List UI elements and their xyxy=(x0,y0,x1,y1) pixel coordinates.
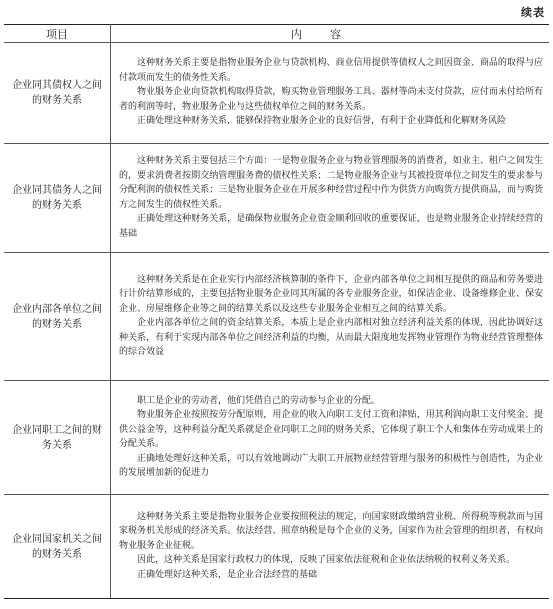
content-paragraph: 职工是企业的劳动者，他们凭借自己的劳动参与企业的分配。 xyxy=(137,395,381,406)
content-paragraph: 因此，这种关系是国家行政权力的体现，反映了国家依法征税和企业依法纳税的权利义务关系。 xyxy=(137,555,516,566)
content-paragraph: 物业服务企业按照按劳分配原则，用企业的收入向职工支付工资和津贴，用其利润向职工支付奖金、提供公益金等，这种利益分配关系就是企业同职工之间的财务关系，它体现了职工个人和集体在劳动成果上的分配关系。 xyxy=(119,410,543,449)
table-row xyxy=(4,253,549,381)
table-header-row xyxy=(4,25,549,43)
row-item-label: 企业同其债务人之间的财务关系 xyxy=(4,144,111,253)
row-content xyxy=(111,43,550,144)
row-item-label: 企业同其债权人之间的财务关系 xyxy=(4,43,111,144)
table-row xyxy=(4,43,549,144)
content-paragraph: 物业服务企业向贷款机构取得贷款，购买物业管理服务工具、器材等尚未支付贷款，应付而未付给所有者的利润等时，物业服务企业与这些债权单位之间的财务关系。 xyxy=(119,87,543,112)
table-row xyxy=(4,144,549,253)
financial-relations-table xyxy=(4,24,549,599)
continued-label: 续表 xyxy=(521,6,545,19)
table-row xyxy=(4,495,549,599)
row-content xyxy=(111,144,550,253)
content-paragraph: 正确处理这种财务关系，是确保物业服务企业资金顺利回收的重要保证，也是物业服务企业持续经营的基础 xyxy=(119,214,543,239)
content-paragraph: 这种财务关系主要包括三个方面：一是物业服务企业与物业管理服务的消费者，如业主、租户之间发生的，要求消费者按期交纳管理服务费的债权性关系；二是物业服务企业与其被投资单位之间发生的要求参与分配利润的债权性关系；三是物业服务企业在开展多种经营过程中作为供货方向购货方提供商品，而与购货方之间发生的债权性关系。 xyxy=(119,156,543,210)
content-paragraph: 这种财务关系是在企业实行内部经济核算制的条件下，企业内部各单位之间相互提供的商品和劳务要进行计价结算形成的，主要包括物业服务企业同其所属的各专业服务企业，如保洁企业、设备维修企业、保安企业、房屋维修企业等之间的结算关系以及这些专业服务企业相互之间的结算关系。 xyxy=(119,274,543,314)
row-item-label: 企业同职工之间的财务关系 xyxy=(4,381,111,495)
content-paragraph: 企业内部各单位之间的资金结算关系，本质上是企业内部相对独立经济利益关系的体现，因此协调好这种关系，有利于实现内部各单位之间经济利益的均衡，从而最大限度地发挥物业管理作为物业经营管理整体的综合效益 xyxy=(119,318,543,357)
table-row xyxy=(4,381,549,495)
header-content: 内容 xyxy=(111,25,550,43)
content-paragraph: 正确地处理好这种关系，可以有效地调动广大职工开展物业经营管理与服务的积极性与创造性，为企业的发展增加新的促进力 xyxy=(119,453,543,478)
row-item-label: 企业同国家机关之间的财务关系 xyxy=(4,495,111,599)
content-paragraph: 这种财务关系主要是指物业服务企业要按照税法的规定，向国家财政缴纳营业税、所得税等税款而与国家税务机关形成的经济关系。依法经营、照章纳税是每个企业的义务，国家作为社会管理的组织者，有权向物业服务企业征税。 xyxy=(119,511,543,551)
row-content xyxy=(111,495,550,599)
row-content xyxy=(111,381,550,495)
content-paragraph: 正确处理好这种关系，是企业合法经营的基础 xyxy=(137,569,318,580)
row-item-label: 企业内部各单位之间的财务关系 xyxy=(4,253,111,381)
header-item: 项目 xyxy=(4,25,111,43)
content-paragraph: 正确处理这种财务关系，能够保持物业服务企业的良好信誉，有利于企业降低和化解财务风险 xyxy=(137,116,507,127)
row-content xyxy=(111,253,550,381)
content-paragraph: 这种财务关系主要是指物业服务企业与贷款机构、商业信用提供等债权人之间因资金、商品的取得与应付款项而发生的债务性关系。 xyxy=(119,58,543,83)
